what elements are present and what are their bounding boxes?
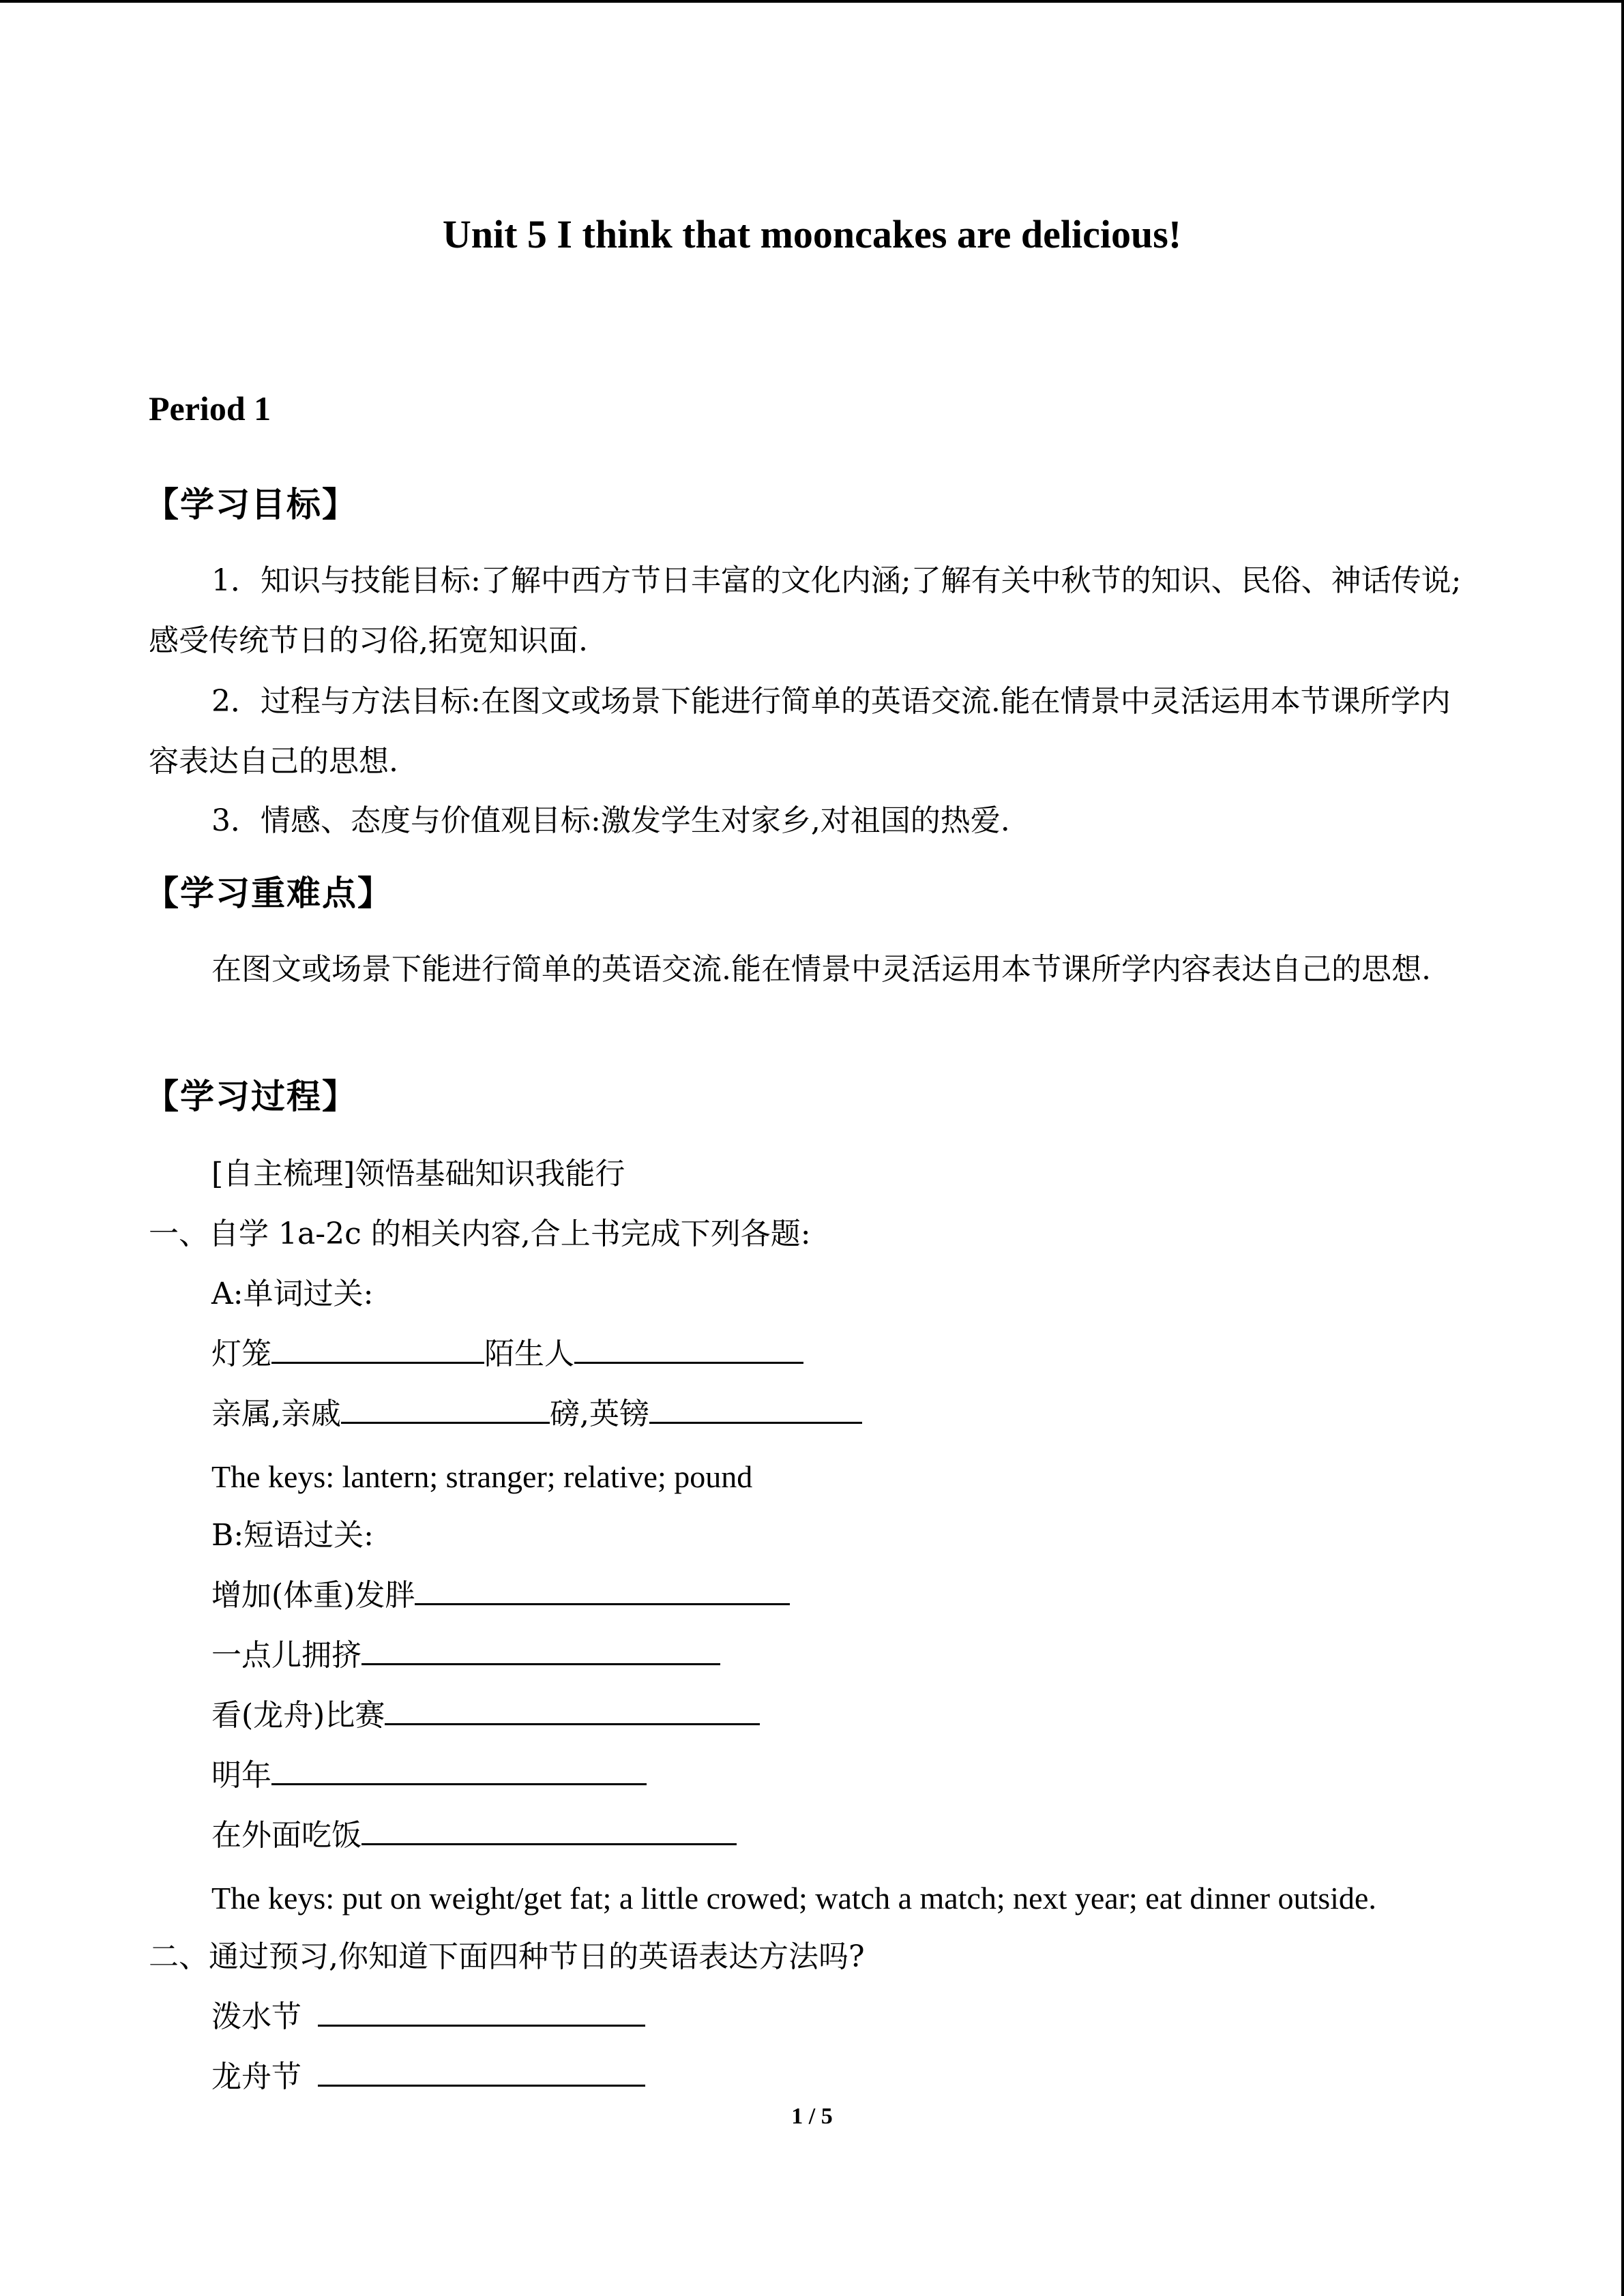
phrase-prompt: 一点儿拥挤 (211, 1638, 361, 1673)
part-b-label: B:短语过关: (211, 1518, 374, 1553)
phrase-row (211, 1566, 790, 1626)
answer-blank[interactable] (385, 1689, 760, 1725)
difficulties-text: 在图文或场景下能进行简单的英语交流.能在情景中灵活运用本节课所学内容表达自己的思想. (211, 952, 1431, 987)
process-intro: [自主梳理]领悟基础知识我能行 (211, 1157, 625, 1191)
phrase-row (211, 1746, 647, 1806)
page-number: 1 / 5 (791, 2104, 833, 2129)
answer-blank[interactable] (649, 1388, 862, 1424)
word-row-1 (211, 1324, 803, 1384)
phrase-prompt: 在外面吃饭 (211, 1818, 361, 1853)
section-1-instruction: 一、自学 1a-2c 的相关内容,合上书完成下列各题: (149, 1217, 811, 1251)
phrase-prompt: 看(龙舟)比赛 (211, 1698, 385, 1733)
objective-2: 2．过程与方法目标:在图文或场景下能进行简单的英语交流.能在情景中灵活运用本节课所学内容表达自己的思想. (149, 684, 1451, 779)
objective-3: 3．情感、态度与价值观目标:激发学生对家乡,对祖国的热爱. (211, 803, 1010, 838)
page-border-right (1621, 0, 1624, 2296)
answer-blank[interactable] (318, 1991, 645, 2027)
process-heading: 【学习过程】 (145, 1077, 357, 1116)
word-relative-prompt: 亲属,亲戚 (211, 1397, 341, 1431)
word-lantern-prompt: 灯笼 (211, 1337, 271, 1371)
objectives-heading: 【学习目标】 (145, 485, 357, 524)
word-row-2 (211, 1384, 862, 1444)
answer-blank[interactable] (318, 2051, 645, 2087)
page-border-top (0, 0, 1624, 3)
answer-blank[interactable] (574, 1328, 803, 1364)
festival-prompt: 龙舟节 (211, 2059, 301, 2094)
part-a-label: A:单词过关: (211, 1277, 374, 1311)
part-a-keys: The keys: lantern; stranger; relative; pound (211, 1459, 753, 1494)
phrase-row (211, 1686, 760, 1746)
section-2-instruction: 二、通过预习,你知道下面四种节日的英语表达方法吗? (149, 1939, 865, 1974)
part-b-keys: The keys: put on weight/get fat; a little crowed; watch a match; next year; eat dinner outside. (211, 1881, 1376, 1915)
phrase-prompt: 增加(体重)发胖 (211, 1578, 415, 1613)
festival-row (211, 2047, 645, 2107)
objective-1: 1．知识与技能目标:了解中西方节日丰富的文化内涵;了解有关中秋节的知识、民俗、神话传说;感受传统节日的习俗,拓宽知识面. (149, 563, 1462, 658)
answer-blank[interactable] (361, 1629, 720, 1665)
answer-blank[interactable] (415, 1569, 790, 1605)
page-title: Unit 5 I think that mooncakes are delicious! (442, 212, 1182, 256)
phrase-row (211, 1626, 720, 1686)
period-label: Period 1 (149, 389, 271, 428)
difficulties-heading: 【学习重难点】 (145, 874, 393, 913)
answer-blank[interactable] (271, 1328, 484, 1364)
word-pound-prompt: 磅,英镑 (550, 1397, 649, 1431)
phrase-row (211, 1806, 737, 1866)
phrase-prompt: 明年 (211, 1758, 271, 1793)
festival-row (211, 1987, 645, 2047)
festival-prompt: 泼水节 (211, 1999, 301, 2034)
answer-blank[interactable] (341, 1388, 550, 1424)
answer-blank[interactable] (271, 1749, 647, 1785)
word-stranger-prompt: 陌生人 (484, 1337, 574, 1371)
answer-blank[interactable] (361, 1809, 737, 1845)
